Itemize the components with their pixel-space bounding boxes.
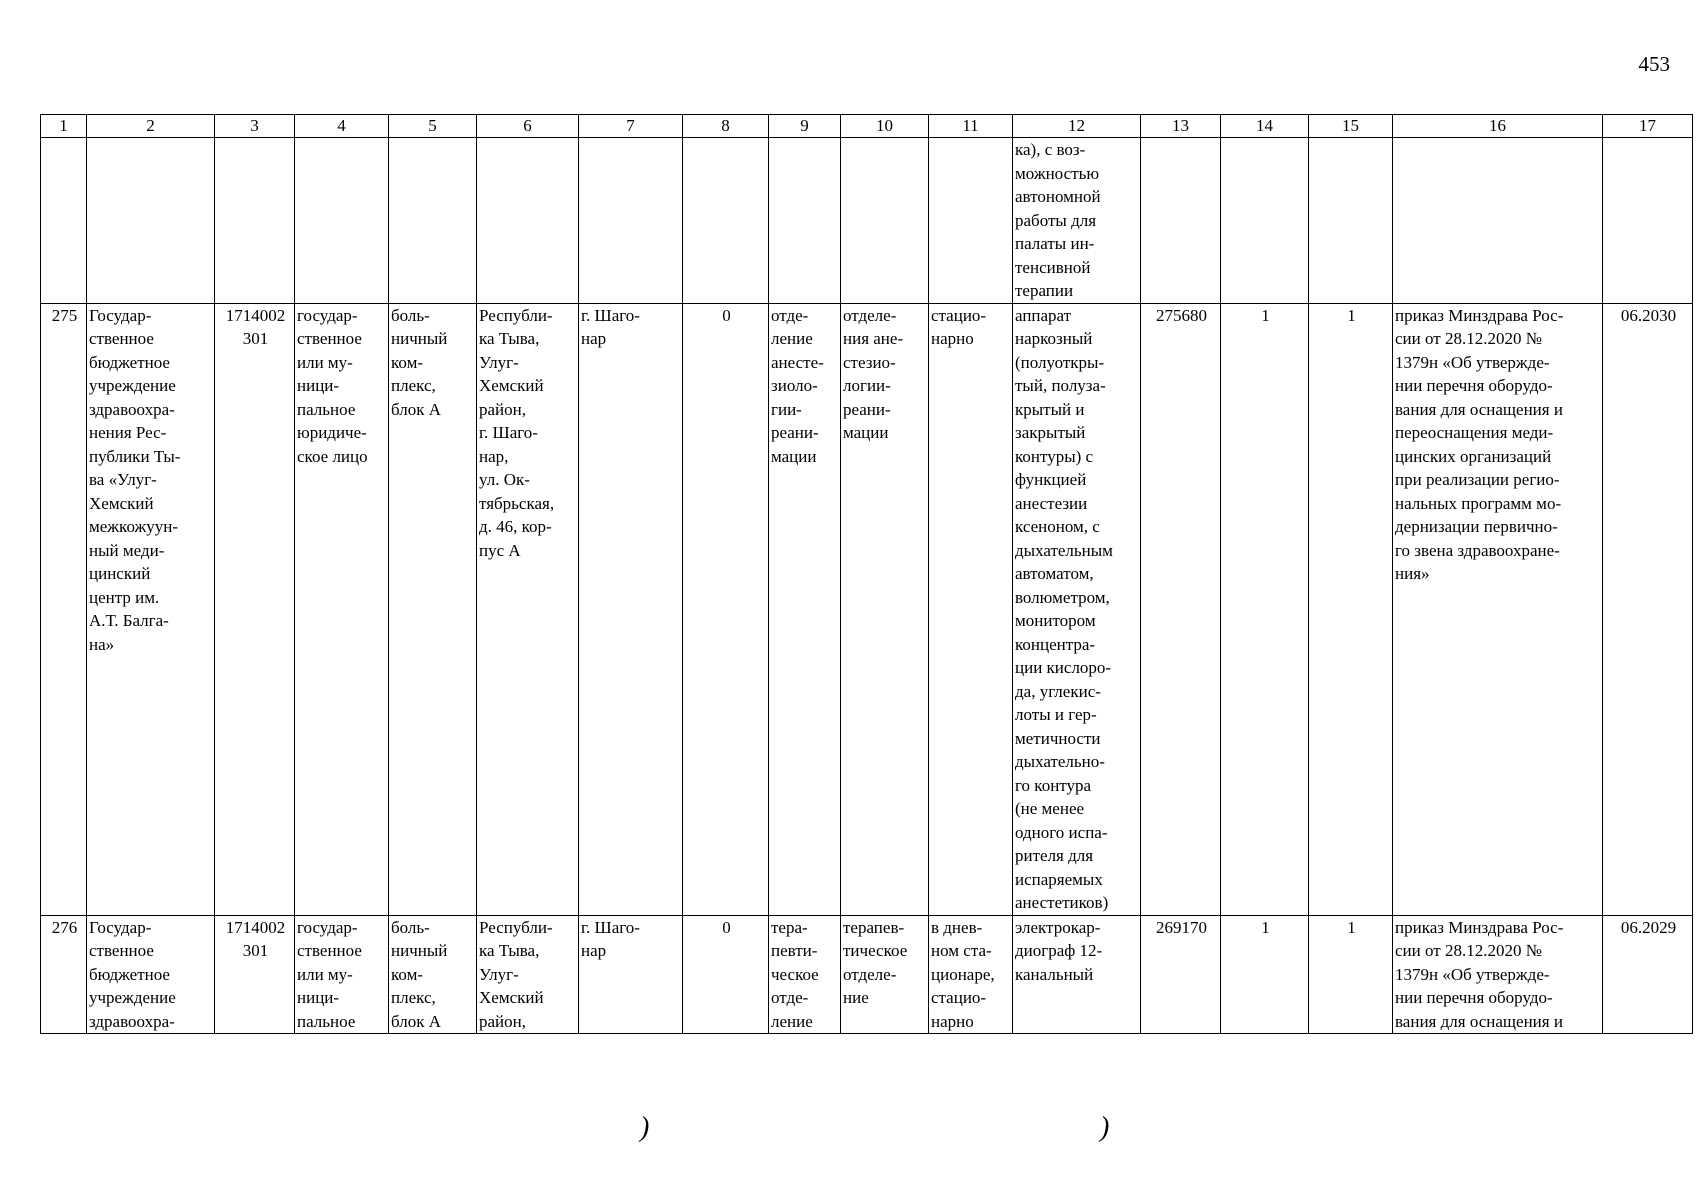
column-number: 10: [841, 115, 929, 138]
empty-cell: [929, 138, 1013, 304]
code-cell: 275680: [1141, 303, 1221, 915]
quantity-cell: 1: [1221, 303, 1309, 915]
page-number: 453: [1638, 52, 1670, 76]
column-number: 2: [87, 115, 215, 138]
column-number: 13: [1141, 115, 1221, 138]
date-cell: 06.2030: [1603, 303, 1693, 915]
column-number: 15: [1309, 115, 1393, 138]
empty-cell: [1141, 138, 1221, 304]
column-number: 17: [1603, 115, 1693, 138]
department-cell: отделе- ния ане- стезио- логии- реани- мации: [841, 303, 929, 915]
department-cell: отде- ление анестe- зиоло- гии- реани- мации: [769, 303, 841, 915]
column-number: 6: [477, 115, 579, 138]
empty-cell: [769, 138, 841, 304]
empty-cell: [683, 138, 769, 304]
continuation-row: [41, 138, 1693, 304]
row-number-cell: 276: [41, 915, 87, 1034]
empty-cell: [477, 138, 579, 304]
code-cell: 269170: [1141, 915, 1221, 1034]
care-mode-cell: стацио- нарно: [929, 303, 1013, 915]
column-number: 5: [389, 115, 477, 138]
date-cell: 06.2029: [1603, 915, 1693, 1034]
empty-cell: [41, 138, 87, 304]
equipment-cell: аппарат наркозный (полуоткры- тый, полуза- крытый и закрытый контуры) с функцией анестезии ксеноном, с дыхательным автоматом, волюметром, монитором концентра- ции кислоро- да, углекис- лоты и гер- метичности дыхательно- го контура (не менее одного испа- рителя для испаряемых анестетиков): [1013, 303, 1141, 915]
empty-cell: [579, 138, 683, 304]
building-cell: боль- ничный ком- плекс, блок А: [389, 915, 477, 1034]
quantity-cell: 1: [1309, 303, 1393, 915]
department-cell: терапев- тическое отделе- ние: [841, 915, 929, 1034]
column-number: 8: [683, 115, 769, 138]
organization-cell: Государ- ственное бюджетное учреждение здравоохра- нения Рес- публики Ты- ва «Улуг- Хемский межкожуун- ный меди- цинский центр им. А.Т. Балга- на»: [87, 303, 215, 915]
footer-mark: ): [640, 1112, 650, 1143]
organization-cell: Государ- ственное бюджетное учреждение здравоохра-: [87, 915, 215, 1034]
code-cell: 1714002 301: [215, 915, 295, 1034]
empty-cell: [1603, 138, 1693, 304]
address-cell: Республи- ка Тыва, Улуг- Хемский район,: [477, 915, 579, 1034]
care-mode-cell: в днев- ном ста- ционаре, стацио- нарно: [929, 915, 1013, 1034]
column-number-row: [41, 115, 1693, 138]
basis-cell: приказ Минздрава Рос- сии от 28.12.2020 № 1379н «Об утвержде- нии перечня оборудо- вания для оснащения и: [1393, 915, 1603, 1034]
column-number: 3: [215, 115, 295, 138]
address-cell: Республи- ка Тыва, Улуг- Хемский район, г. Шаго- нар, ул. Ок- тябрьская, д. 46, кор- пус А: [477, 303, 579, 915]
empty-cell: [215, 138, 295, 304]
code-cell: 1714002 301: [215, 303, 295, 915]
empty-cell: [87, 138, 215, 304]
row-number-cell: 275: [41, 303, 87, 915]
column-number: 4: [295, 115, 389, 138]
building-cell: боль- ничный ком- плекс, блок А: [389, 303, 477, 915]
table-row: [41, 915, 1693, 1034]
basis-cell: приказ Минздрава Рос- сии от 28.12.2020 № 1379н «Об утвержде- нии перечня оборудо- вания для оснащения и переоснащения меди- цинских организаций при реализации регио- нальных программ мо- дернизации первично- го звена здравоохране- ния»: [1393, 303, 1603, 915]
value-cell: 0: [683, 915, 769, 1034]
footer-mark: ): [1100, 1112, 1110, 1143]
legal-form-cell: государ- ственное или му- ници- пальное: [295, 915, 389, 1034]
legal-form-cell: государ- ственное или му- ници- пальное юридиче- ское лицо: [295, 303, 389, 915]
equipment-cell: электрокар- диограф 12- канальный: [1013, 915, 1141, 1034]
value-cell: 0: [683, 303, 769, 915]
empty-cell: [389, 138, 477, 304]
equipment-cell: ка), с воз- можностью автономной работы для палаты ин- тенсивной терапии: [1013, 138, 1141, 304]
column-number: 16: [1393, 115, 1603, 138]
empty-cell: [841, 138, 929, 304]
locality-cell: г. Шаго- нар: [579, 915, 683, 1034]
column-number: 11: [929, 115, 1013, 138]
quantity-cell: 1: [1221, 915, 1309, 1034]
quantity-cell: 1: [1309, 915, 1393, 1034]
column-number: 9: [769, 115, 841, 138]
empty-cell: [1393, 138, 1603, 304]
equipment-register-table: [40, 114, 1693, 1034]
department-cell: тера- певти- ческое отде- ление: [769, 915, 841, 1034]
column-number: 12: [1013, 115, 1141, 138]
column-number: 1: [41, 115, 87, 138]
empty-cell: [295, 138, 389, 304]
column-number: 7: [579, 115, 683, 138]
column-number: 14: [1221, 115, 1309, 138]
empty-cell: [1221, 138, 1309, 304]
locality-cell: г. Шаго- нар: [579, 303, 683, 915]
table-row: [41, 303, 1693, 915]
empty-cell: [1309, 138, 1393, 304]
